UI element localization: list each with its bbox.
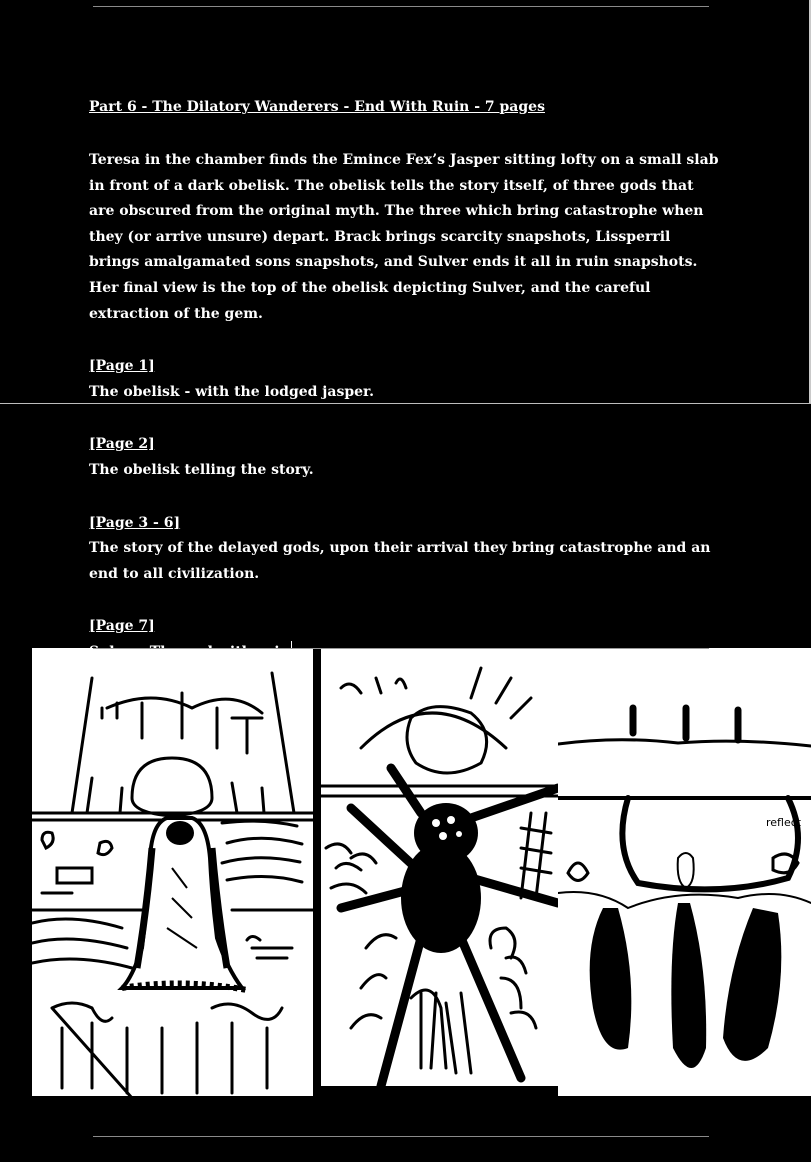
sketch-spider-god-drawing bbox=[321, 648, 558, 1086]
sketch-strip bbox=[32, 648, 811, 1098]
sketch-spider-god bbox=[321, 648, 558, 1086]
page-label-1: [Page 1] bbox=[89, 358, 155, 375]
bottom-rule bbox=[93, 1136, 709, 1137]
page-label-3-6: [Page 3 - 6] bbox=[89, 514, 181, 531]
sketch-obelisk-jasper bbox=[32, 648, 313, 1096]
sketch-obelisk-jasper-drawing bbox=[32, 648, 313, 1096]
summary-paragraph: Teresa in the chamber finds the Emince Fex’s Jasper sitting lofty on a small slab in front of a dark obelisk. The obelisk tells the story itself, of three gods that are obscured from the original myth. The three which bring catastrophe when they (or arrive unsure) depart. Brack brings scarcity snapshots, Lissperril brings amalgamated sons snapshots, and Sulver ends it all in ruin snapshots. Her final view is the top of the obelisk depicting Sulver, and the careful extraction of the gem. bbox=[89, 152, 719, 322]
page-text-2: The obelisk telling the story. bbox=[89, 461, 314, 478]
page-text-1: The obelisk - with the lodged jasper. bbox=[89, 383, 374, 400]
section-heading: Part 6 - The Dilatory Wanderers - End With Ruin - 7 pages bbox=[89, 99, 545, 115]
page-text-3-6: The story of the delayed gods, upon their arrival they bring catastrophe and an end to all civilization. bbox=[89, 540, 711, 582]
top-rule bbox=[93, 6, 709, 7]
page-label-2: [Page 2] bbox=[89, 436, 155, 453]
page-break bbox=[0, 403, 811, 404]
sketch-shadow-figures bbox=[558, 648, 811, 1096]
sketch-shadow-figures-drawing bbox=[558, 648, 811, 1096]
mid-rule bbox=[93, 648, 709, 649]
sketch-reflect-text: reflect bbox=[766, 816, 802, 829]
page-label-7: [Page 7] bbox=[89, 618, 155, 635]
document-body[interactable] bbox=[89, 96, 719, 666]
